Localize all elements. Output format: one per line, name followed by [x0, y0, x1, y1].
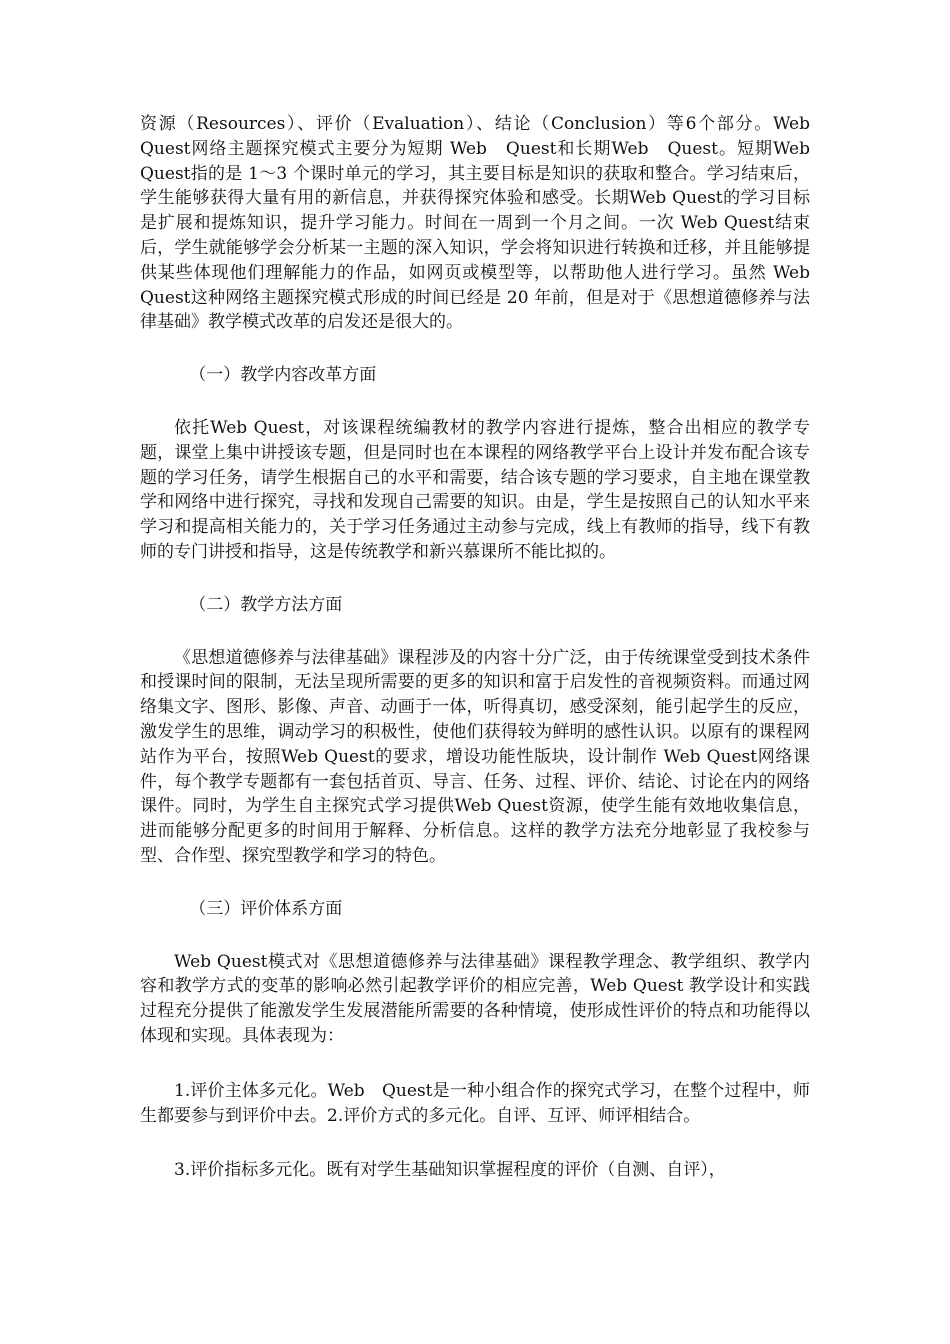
section-heading-content-reform: （一）教学内容改革方面 — [189, 365, 377, 386]
body-paragraph-3: 《思想道德修养与法律基础》课程涉及的内容十分广泛，由于传统课堂受到技术条件和授课时间的限制，无法呈现所需要的更多的知识和富于启发性的音视频资料。而通过网络集文字、图形、影像、声音、动画于一体，听得真切，感受深刻，能引起学生的反应，激发学生的思维，调动学习的积极性，使他们获得较为鲜明的感性认识。以原有的课程网站作为平台，按照Web Quest的要求，增设功能性版块，设计制作 Web Quest网络课件，每个教学专题都有一套包括首页、导言、任务、过程、评价、结论、讨论在内的网络课件。同时，为学生自主探究式学习提供Web Quest资源，使学生能有效地收集信息，进而能够分配更多的时间用于解释、分析信息。这样的教学方法充分地彰显了我校参与型、合作型、探究型教学和学习的特色。 — [140, 647, 810, 866]
section-heading-teaching-methods: （二）教学方法方面 — [189, 594, 343, 615]
body-paragraph-4: Web Quest模式对《思想道德修养与法律基础》课程教学理念、教学组织、教学内容和教学方式的变革的影响必然引起教学评价的相应完善，Web Quest 教学设计和实践过程充分提供了能激发学生发展潜能所需要的各种情境，使形成性评价的特点和功能得以体现和实现。具体表现为： — [140, 951, 810, 1046]
body-paragraph-1: 资源（Resources）、评价（Evaluation）、结论（Conclusion）等6个部分。Web Quest网络主题探究模式主要分为短期 Web Quest和长期Web Quest。短期Web Quest指的是 1～3 个课时单元的学习，其主要目标是知识的获取和整合。学习结束后，学生能够获得大量有用的新信息，并获得探究体验和感受。长期Web Quest的学习目标是扩展和提炼知识，提升学习能力。时间在一周到一个月之间。一次 Web Quest结束后，学生就能够学会分析某一主题的深入知识，学会将知识进行转换和迁移，并且能够提供某些体现他们理解能力的作品，如网页或模型等，以帮助他人进行学习。虽然 Web Quest这种网络主题探究模式形成的时间已经是 20 年前，但是对于《思想道德修养与法律基础》教学模式改革的启发还是很大的。 — [140, 114, 827, 333]
body-paragraph-5: 1.评价主体多元化。Web Quest是一种小组合作的探究式学习，在整个过程中，师生都要参与到评价中去。2.评价方式的多元化。自评、互评、师评相结合。 — [140, 1080, 811, 1126]
body-paragraph-6: 3.评价指标多元化。既有对学生基础知识掌握程度的评价（自测、自评）， — [174, 1160, 726, 1181]
section-heading-evaluation-system: （三）评价体系方面 — [189, 898, 343, 919]
body-paragraph-2: 依托Web Quest，对该课程统编教材的教学内容进行提炼，整合出相应的教学专题，课堂上集中讲授该专题，但是同时也在本课程的网络教学平台上设计并发布配合该专题的学习任务，请学生根据自己的水平和需要，结合该专题的学习要求，自主地在课堂教学和网络中进行探究，寻找和发现自己需要的知识。由是，学生是按照自己的认知水平来学习和提高相关能力的，关于学习任务通过主动参与完成，线上有教师的指导，线下有教师的专门讲授和指导，这是传统教学和新兴慕课所不能比拟的。 — [140, 417, 810, 562]
